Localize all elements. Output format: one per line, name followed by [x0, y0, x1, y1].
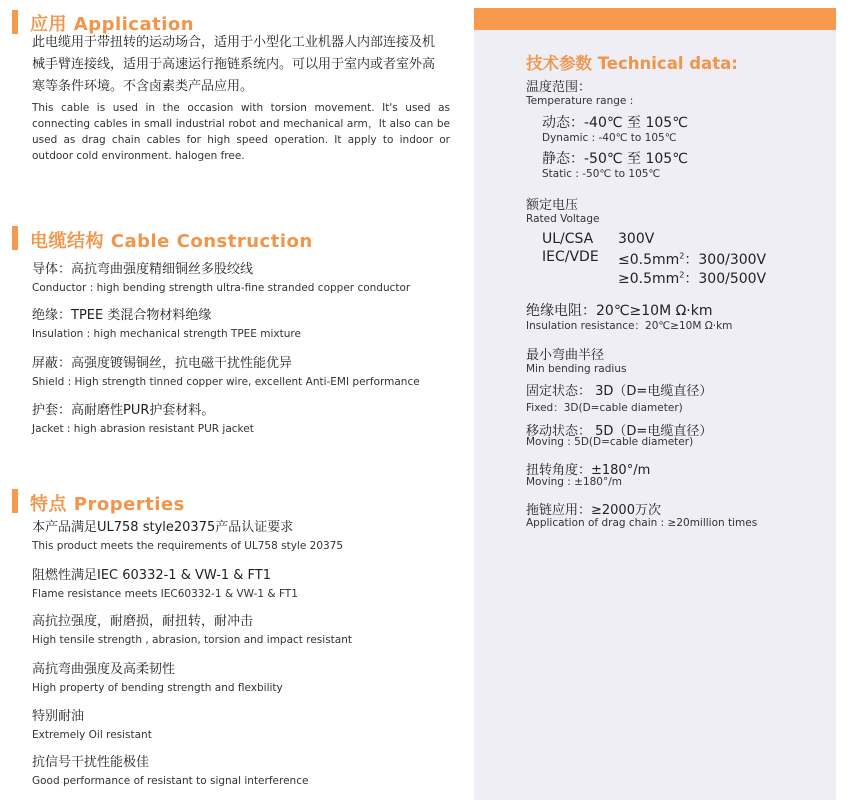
bending-radius-cn: 最小弯曲半径	[526, 348, 605, 363]
fixed-state-cn: 固定状态： 3D（D=电缆直径）	[526, 384, 713, 399]
item-en: Conductor : high bending strength ultra-fine stranded copper conductor	[32, 282, 411, 294]
item-en: Good performance of resistant to signal interference	[32, 775, 309, 787]
insulation-resistance-en: Insulation resistance：20℃≥10M Ω·km	[526, 320, 733, 332]
construction-item-insulation	[32, 305, 442, 342]
dynamic-cn: 动态：-40℃ 至 105℃	[542, 115, 688, 131]
construction-item-conductor	[32, 259, 442, 296]
iec-row-1-value: ：300/300V	[684, 252, 767, 268]
drag-chain-en: Application of drag chain : ≥20million times	[526, 517, 758, 529]
construction-title: 电缆结构 Cable Construction	[30, 231, 313, 252]
item-cn: 导体：高抗弯曲强度精细铜丝多股绞线	[32, 262, 254, 277]
dynamic-en: Dynamic : -40℃ to 105℃	[542, 132, 677, 144]
property-item	[32, 611, 442, 648]
application-en-text: This cable is used in the occasion with torsion movement. It's used as connecting cables in small industrial robot and mechanical arm，It also can be used as drag chain cables for high speed operation. It apply to indoor or outdoor cold environment. halogen free.	[32, 102, 450, 162]
application-title: 应用 Application	[30, 14, 195, 35]
drag-chain-cn: 拖链应用：≥2000万次	[526, 503, 661, 518]
iecvde-label: IEC/VDE	[542, 249, 599, 265]
insulation-resistance-cn: 绝缘电阻：20℃≥10M Ω·km	[526, 303, 713, 319]
iec-row-1	[618, 249, 766, 269]
static-en: Static : -50℃ to 105℃	[542, 168, 661, 180]
construction-accent-bar	[12, 226, 18, 250]
item-cn: 阻燃性满足IEC 60332-1 & VW-1 & FT1	[32, 568, 272, 583]
iec-row-1-prefix: ≤0.5mm	[618, 252, 680, 268]
item-cn: 抗信号干扰性能极佳	[32, 755, 150, 770]
item-en: This product meets the requirements of UL758 style 20375	[32, 540, 344, 552]
iec-row-2-value: ：300/500V	[684, 271, 767, 287]
construction-item-shield	[32, 353, 442, 390]
technical-data-panel	[474, 8, 836, 800]
property-item	[32, 752, 442, 789]
superscript: 2	[679, 251, 685, 261]
item-cn: 高抗弯曲强度及高柔韧性	[32, 662, 176, 677]
temperature-en: Temperature range :	[526, 95, 634, 107]
panel-accent-bar	[474, 8, 836, 30]
superscript: 2	[679, 270, 685, 280]
technical-title: 技术参数 Technical data:	[526, 54, 738, 73]
moving-state-en: Moving : 5D(D=cable diameter)	[526, 436, 694, 448]
item-en: High property of bending strength and flexbility	[32, 682, 283, 694]
fixed-state-en: Fixed：3D(D=cable diameter)	[526, 402, 683, 414]
torsion-angle-cn: 扭转角度：±180°/m	[526, 463, 651, 478]
bending-radius-en: Min bending radius	[526, 363, 627, 375]
item-cn: 护套：高耐磨性PUR护套材料。	[32, 403, 215, 418]
item-en: High tensile strength , abrasion, torsion and impact resistant	[32, 634, 352, 646]
temperature-cn: 温度范围：	[526, 80, 592, 95]
item-en: Flame resistance meets IEC60332-1 & VW-1 & FT1	[32, 588, 298, 600]
item-en: Jacket : high abrasion resistant PUR jacket	[32, 423, 254, 435]
item-cn: 本产品满足UL758 style20375产品认证要求	[32, 520, 294, 535]
torsion-angle-en: Moving : ±180°/m	[526, 476, 623, 488]
application-accent-bar	[12, 10, 18, 34]
item-cn: 高抗拉强度，耐磨损，耐扭转，耐冲击	[32, 614, 254, 629]
properties-title: 特点 Properties	[30, 494, 185, 515]
property-item	[32, 517, 442, 554]
item-cn: 绝缘：TPEE 类混合物材料绝缘	[32, 308, 212, 323]
voltage-en: Rated Voltage	[526, 213, 600, 225]
item-cn: 特别耐油	[32, 709, 85, 724]
static-cn: 静态：-50℃ 至 105℃	[542, 151, 688, 167]
iec-row-2-prefix: ≥0.5mm	[618, 271, 680, 287]
item-en: Insulation : high mechanical strength TPEE mixture	[32, 328, 301, 340]
properties-accent-bar	[12, 489, 18, 513]
property-item	[32, 659, 442, 696]
property-item	[32, 706, 442, 743]
voltage-cn: 额定电压	[526, 198, 579, 213]
construction-item-jacket	[32, 400, 442, 437]
ulcsa-value: 300V	[618, 231, 655, 247]
moving-state-cn: 移动状态： 5D（D=电缆直径）	[526, 424, 713, 439]
application-cn-text: 此电缆用于带扭转的运动场合，适用于小型化工业机器人内部连接及机械手臂连接线，适用于高速运行拖链系统内。可以用于室内或者室外高寒等条件环境。不含卤素类产品应用。	[32, 35, 436, 94]
item-en: Extremely Oil resistant	[32, 729, 152, 741]
property-item	[32, 565, 442, 602]
item-en: Shield : High strength tinned copper wire, excellent Anti-EMI performance	[32, 376, 420, 388]
iec-row-2	[618, 268, 766, 288]
ulcsa-label: UL/CSA	[542, 231, 594, 247]
item-cn: 屏蔽：高强度镀锡铜丝，抗电磁干扰性能优异	[32, 356, 293, 371]
